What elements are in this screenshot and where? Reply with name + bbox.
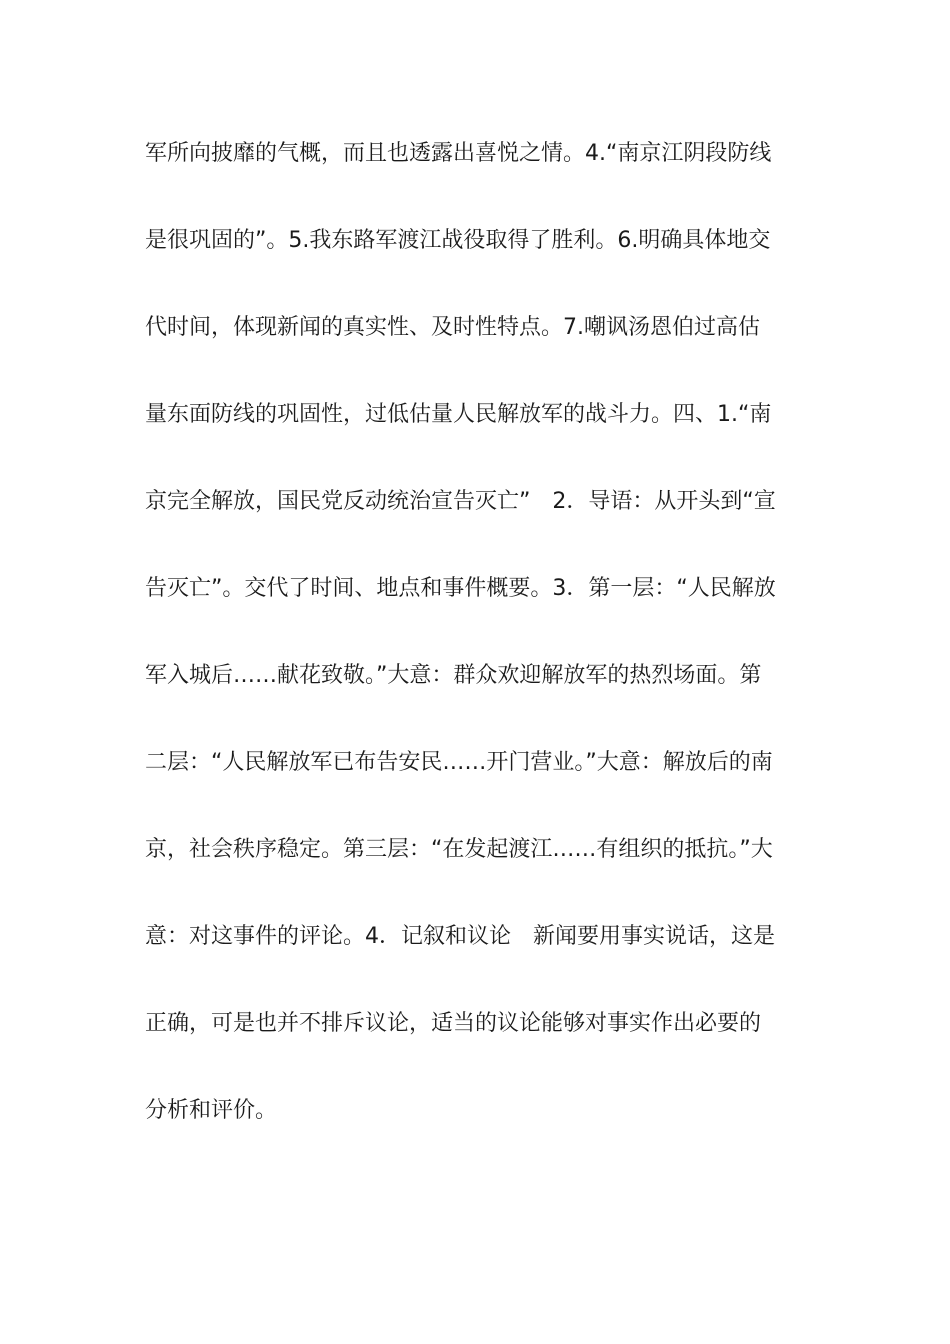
text-line-6: 告灭亡”。交代了时间、地点和事件概要。3．第一层：“人民解放 [145, 576, 776, 601]
text-line-11: 正确，可是也并不排斥议论，适当的议论能够对事实作出必要的 [145, 1011, 762, 1036]
body-text [145, 134, 805, 1178]
text-line-5: 京完全解放，国民党反动统治宣告灭亡” 2．导语：从开头到“宣 [145, 489, 776, 514]
text-line-4: 量东面防线的巩固性，过低估量人民解放军的战斗力。四、1.“南 [145, 402, 772, 427]
text-line-2: 是很巩固的”。5.我东路军渡江战役取得了胜利。6.明确具体地交 [145, 228, 771, 253]
text-line-7: 军入城后……献花致敬。”大意：群众欢迎解放军的热烈场面。第 [145, 663, 762, 688]
text-line-8: 二层：“人民解放军已布告安民……开门营业。”大意：解放后的南 [145, 750, 773, 775]
text-line-9: 京，社会秩序稳定。第三层：“在发起渡江……有组织的抵抗。”大 [145, 837, 773, 862]
text-line-12: 分析和评价。 [145, 1098, 278, 1123]
text-line-3: 代时间，体现新闻的真实性、及时性特点。7.嘲讽汤恩伯过高估 [145, 315, 760, 340]
text-line-10: 意：对这事件的评论。4．记叙和议论 新闻要用事实说话，这是 [145, 924, 775, 949]
text-line-1: 军所向披靡的气概，而且也透露出喜悦之情。4.“南京江阴段防线 [145, 141, 772, 166]
